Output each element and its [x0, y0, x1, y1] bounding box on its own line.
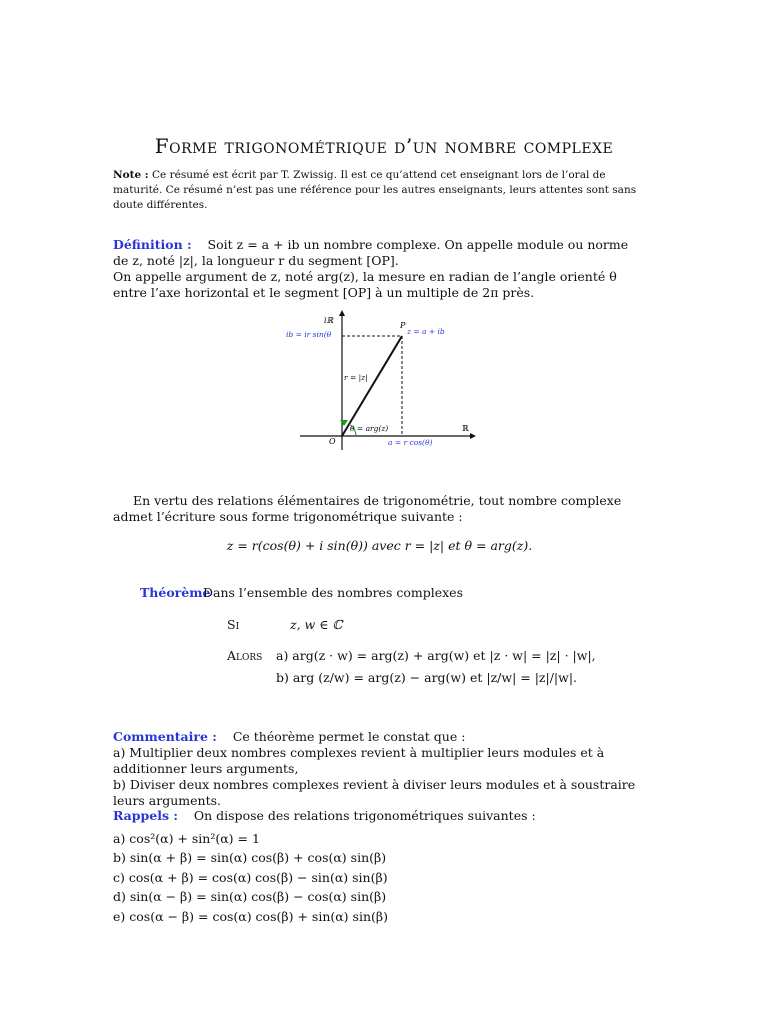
y-axis-label: iℝ — [324, 316, 334, 325]
point-equation: z = a + ib — [407, 327, 445, 336]
y-axis-arrow — [339, 310, 345, 316]
rappels-label: Rappels : — [113, 808, 178, 823]
rappel-item: b) sin(α + β) = sin(α) cos(β) + cos(α) sin(β) — [113, 850, 387, 866]
rappels-intro: On dispose des relations trigonométriques suivantes : — [193, 808, 536, 823]
commentaire-paragraph — [113, 729, 646, 809]
intro-paragraph — [113, 493, 646, 525]
definition-paragraph — [113, 237, 646, 301]
rappel-item: a) cos²(α) + sin²(α) = 1 — [113, 831, 260, 846]
a-label: a = r cos(θ) — [388, 438, 433, 447]
commentaire-a: a) Multiplier deux nombres complexes revient à multiplier leurs modules et à additionner leurs arguments, — [113, 745, 605, 776]
complex-plane-diagram — [280, 310, 490, 455]
intro-text: En vertu des relations élémentaires de trigonométrie, tout nombre complexe admet l’écriture sous forme trigonométrique suivante : — [113, 493, 622, 524]
origin-label: O — [329, 437, 336, 446]
rappels-paragraph — [113, 808, 646, 824]
segment-op — [342, 336, 402, 436]
trig-form-formula: z = r(cos(θ) + i sin(θ)) avec r = |z| et θ = arg(z). — [226, 538, 533, 553]
definition-line2: On appelle argument de z, noté arg(z), la mesure en radian de l’angle orienté θ entre l’axe horizontal et le segment [OP] à un multiple de 2π près. — [113, 269, 617, 300]
definition-line1: Soit z = a + ib un nombre complexe. On appelle module ou norme de z, noté |z|, la longueur r du segment [OP]. — [113, 237, 629, 268]
rappel-item: d) sin(α − β) = sin(α) cos(β) − cos(α) sin(β) — [113, 889, 387, 905]
point-p-label: P — [400, 321, 406, 330]
theta-arrow-icon — [340, 420, 348, 426]
note-text: Ce résumé est écrit par T. Zwissig. Il est ce qu’attend cet enseignant lors de l’oral de maturité. Ce résumé n’est pas une référence pour les autres enseignants, leurs attentes sont sans doute différentes. — [113, 169, 637, 211]
x-axis-arrow — [470, 433, 476, 439]
theta-label: θ = arg(z) — [350, 424, 389, 433]
commentaire-label: Commentaire : — [113, 729, 217, 744]
note-label: Note : — [113, 169, 149, 181]
theorem-label: Théorème — [140, 585, 211, 600]
x-axis-label: ℝ — [462, 424, 469, 433]
rappel-item: e) cos(α − β) = cos(α) cos(β) + sin(α) sin(β) — [113, 908, 388, 924]
note-paragraph — [113, 168, 646, 213]
rappels-list — [113, 829, 388, 926]
r-label: r = |z| — [344, 373, 368, 382]
theorem-result-a: a) arg(z · w) = arg(z) + arg(w) et |z · w| = |z| · |w|, — [276, 648, 596, 663]
si-label: Si — [227, 617, 240, 632]
theorem-text: Dans l’ensemble des nombres complexes — [203, 585, 463, 600]
alors-label: Alors — [227, 648, 263, 663]
commentaire-b: b) Diviser deux nombres complexes revient à diviser leurs modules et à soustraire leurs arguments. — [113, 777, 636, 808]
definition-label: Définition : — [113, 237, 192, 252]
page-title: Forme trigonométrique d’un nombre complexe — [154, 134, 614, 158]
commentaire-intro: Ce théorème permet le constat que : — [232, 729, 466, 744]
rappel-item: c) cos(α + β) = cos(α) cos(β) − sin(α) sin(β) — [113, 869, 388, 885]
ib-label: ib = ir sin(θ — [286, 330, 332, 339]
theorem-result-b: b) arg (z/w) = arg(z) − arg(w) et |z/w| = |z|/|w|. — [276, 670, 578, 685]
si-value: z, w ∈ ℂ — [290, 617, 343, 632]
